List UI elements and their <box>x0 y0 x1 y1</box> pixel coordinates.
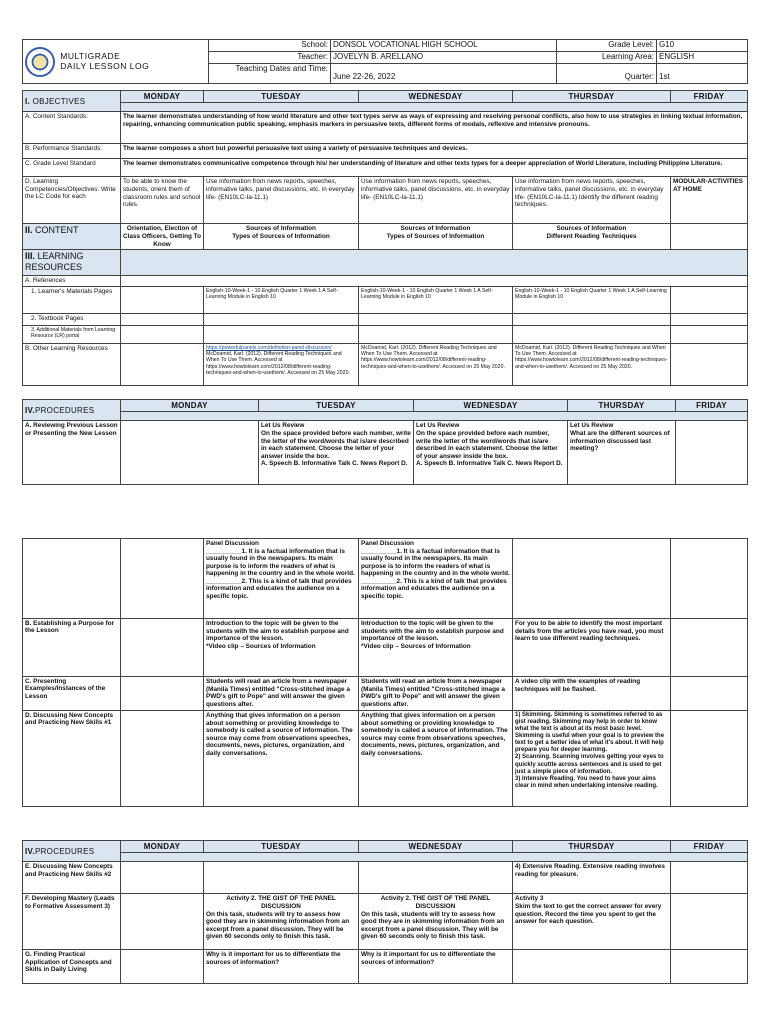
dates-label: Teaching Dates and Time: <box>209 64 331 84</box>
proc2-day-tuesday: TUESDAY <box>204 841 359 853</box>
procedures-table-1 <box>22 399 748 485</box>
proc2-day-friday: FRIDAY <box>671 841 748 853</box>
review-thursday: Let Us Review What are the different sources of information discussed last meeting? <box>568 421 676 485</box>
day-friday: FRIDAY <box>671 91 748 103</box>
day-monday: MONDAY <box>121 91 204 103</box>
lc-thursday: Use information from news reports, speeches, informative talks, panel discussions, etc. in everyday life- (EN10LC-Ia-11.1) Identify the different reading techniques. <box>513 177 671 224</box>
content-thursday: Sources of Information Different Reading Techniques <box>513 224 671 250</box>
header-title-cell <box>23 40 209 84</box>
content-standards-label: A. Content Standards: <box>23 112 121 144</box>
content-wednesday: Sources of Information Types of Sources of Information <box>359 224 513 250</box>
procedures-table-2 <box>22 538 748 807</box>
mastery-thursday: Activity 3 Skim the text to get the correct answer for every question. Record the time you spent to get the answer for each question. <box>513 894 671 950</box>
quarter-value: 1st <box>657 64 748 84</box>
day-thursday: THURSDAY <box>513 91 671 103</box>
grade-label: Grade Level: <box>557 40 657 52</box>
presenting-label: C. Presenting Examples/Instances of the Lesson <box>23 677 121 711</box>
learning-resources-heading: III. LEARNING RESOURCES <box>23 250 121 276</box>
dates-value: June 22-26, 2022 <box>331 64 557 84</box>
teacher-value: JOVELYN B. ARELLANO <box>331 52 557 64</box>
discussing-2-thursday: 4) Extensive Reading. Extensive reading involves reading for pleasure. <box>513 862 671 894</box>
lc-monday: To be able to know the students, orient them of classroom rules and school rules. <box>121 177 204 224</box>
content-tuesday: Sources of Information Types of Sources of Information <box>204 224 359 250</box>
title-line1: MULTIGRADE <box>60 51 121 62</box>
learners-materials-label: 1. Learner's Materials Pages <box>23 286 121 313</box>
presenting-thursday: A video clip with the examples of reading techniques will be flashed. <box>513 677 671 711</box>
reviewing-label: A. Reviewing Previous Lesson or Presenting the New Lesson <box>23 421 121 485</box>
content-monday: Orientation, Election of Class Officers, Getting To Know <box>121 224 204 250</box>
purpose-wednesday: Introduction to the topic will be given to the students with the aim to establish purpose and importance of the lesson. *Video clip – Sources of Information <box>359 619 513 677</box>
grade-value: G10 <box>657 40 748 52</box>
other-tuesday: https://powerfulpanels.com/definition-panel-discussion/ McDoamid, Karl. (2012). Different Reading Techniques and When To Use Them. Accessed at https://www.howtolearn.com/2012/08/different-reading-techniques-and-when-to-usethem/. Accessed on 25 May 2020. <box>204 343 359 385</box>
mastery-wednesday: Activity 2. THE GIST OF THE PANEL DISCUSSION On this task, students will try to assess how good they are in skimming information from an excerpt from a panel discussion. They will be given 60 seconds only to finish this task. <box>359 894 513 950</box>
review-cont-wednesday: Panel Discussion __________1. It is a factual information that is usually found in the newspapers. Its main purpose is to inform the readers of what is happening in the country and in the whole world. __________2. This is a kind of talk that provides information and educates the audience on a specific topic. <box>359 539 513 619</box>
discussing-1-wednesday: Anything that gives information on a person about something or providing knowledge to somebody is called a source of information. The source may come from observations speeches, documents, news, pictures, organization, and daily conversations. <box>359 711 513 807</box>
grade-level-standard-label: C. Grade Level Standard <box>23 159 121 177</box>
other-wednesday: McDoamid, Karl. (2012). Different Reading Techniques and When To Use Them. Accessed at https://www.howtolearn.com/2012/08/different-reading-techniques-and-when-to-usethem/. Accessed on 25 May 2020. <box>359 343 513 385</box>
lm-thursday: English-10-Week-1 - 10 English Quarter 1 Week 1 A Self-Learning Module in English 10 <box>513 286 671 313</box>
lc-tuesday: Use information from news reports, speeches, informative talks, panel discussions, etc. in everyday life- (EN10LC-Ia-11.1) <box>204 177 359 224</box>
title-line2: DAILY LESSON LOG <box>60 60 150 71</box>
references-label: A. References <box>23 276 121 286</box>
deped-seal-icon <box>25 47 55 77</box>
area-value: ENGLISH <box>657 52 748 64</box>
application-wednesday: Why is it important for us to differentiate the sources of information? <box>359 950 513 984</box>
review-tuesday: Let Us Review On the space provided before each number, write the letter of the word/words that is/are described in each statement. Choose the letter of your answer inside the box. A. Speech B. Informative Talk C. News Report D. <box>259 421 414 485</box>
proc2-day-thursday: THURSDAY <box>513 841 671 853</box>
panel-discussion-link[interactable]: https://powerfulpanels.com/definition-panel-discussion/ <box>206 344 332 351</box>
proc-day-tuesday: TUESDAY <box>259 400 414 412</box>
additional-materials-label: 3. Additional Materials from Learning Resource (LR) portal <box>23 325 121 343</box>
header-table <box>22 39 748 84</box>
proc-day-wednesday: WEDNESDAY <box>414 400 568 412</box>
grade-level-standard-value: The learner demonstrates communicative competence through his/ her understanding of literature and other texts types for a deeper appreciation of World Literature, including Philippine Literature. <box>121 159 748 177</box>
application-label: G. Finding Practical Application of Concepts and Skills in Daily Living <box>23 950 121 984</box>
presenting-tuesday: Students will read an article from a newspaper (Manila Times) entitled "Cross-stitched image a PWD's gift to Pope" and will answer the given questions after. <box>204 677 359 711</box>
content-standards-value: The learner demonstrates understanding of how world literature and other text types serve as ways of expressing and resolving personal conflicts, also how to use strategies in linking textual information, repairing, enhancing communication public speaking, emphasis markers in persuasive texts, different forms of modals, reflexive and intensive pronouns. <box>121 112 748 144</box>
lc-wednesday: Use information from news reports, speeches, informative talks, panel discussions, etc. in everyday life- (EN10LC-Ia-11.1) <box>359 177 513 224</box>
other-resources-label: B. Other Learning Resources <box>23 343 121 385</box>
performance-standards-label: B. Performance Standards: <box>23 144 121 159</box>
purpose-thursday: For you to be able to identify the most important details from the articles you have read, you must learn to use different reading techniques. <box>513 619 671 677</box>
proc-day-thursday: THURSDAY <box>568 400 676 412</box>
mastery-label: F. Developing Mastery (Leads to Formative Assessment 3) <box>23 894 121 950</box>
proc2-day-monday: MONDAY <box>121 841 204 853</box>
discussing-1-thursday: 1) Skimming. Skimming is sometimes referred to as gist reading. Skimming may help in order to know what the text is about at its most basic level. Skimming is useful when your goal is to preview the text to get a better idea of what it's about. It will help prepare you for deeper learning. 2) Scanning. Scanning involves getting your eyes to quickly scuttle across sentences and is used to get just a simple piece of information. 3) Intensive Reading. You need to have your aims clear in mind when undertaking intensive reading. <box>513 711 671 807</box>
objectives-heading: I. OBJECTIVES <box>23 91 121 112</box>
other-thursday: McDoamid, Karl. (2012). Different Reading Techniques and When To Use Them. Accessed at https://www.howtolearn.com/2012/08/different-reading-techniques-and-when-to-usethem/. Accessed on 25 May 2020. <box>513 343 671 385</box>
school-label: School: <box>209 40 331 52</box>
presenting-wednesday: Students will read an article from a newspaper (Manila Times) entitled "Cross-stitched image a PWD's gift to Pope" and will answer the given questions after. <box>359 677 513 711</box>
content-heading: II. CONTENT <box>23 224 121 250</box>
procedures-table-3 <box>22 840 748 984</box>
performance-standards-value: The learner composes a short but powerful persuasive text using a variety of persuasive techniques and devices. <box>121 144 748 159</box>
area-label: Learning Area: <box>557 52 657 64</box>
lc-friday: MODULAR-ACTIVITIES AT HOME <box>671 177 748 224</box>
day-wednesday: WEDNESDAY <box>359 91 513 103</box>
main-table-1 <box>22 90 748 386</box>
discussing-1-label: D. Discussing New Concepts and Practicing New Skills #1 <box>23 711 121 807</box>
application-tuesday: Why is it important for us to differentiate the sources of information? <box>204 950 359 984</box>
lm-tuesday: English-10-Week-1 - 10 English Quarter 1 Week 1 A Self-Learning Module in English 10 <box>204 286 359 313</box>
quarter-label: Quarter: <box>557 64 657 84</box>
procedures-heading-2: IV.PROCEDURES <box>23 841 121 862</box>
day-tuesday: TUESDAY <box>204 91 359 103</box>
purpose-label: B. Establishing a Purpose for the Lesson <box>23 619 121 677</box>
learning-competencies-label: D. Learning Competencies/Objectives: Write the LC Code for each <box>23 177 121 224</box>
school-value: DONSOL VOCATIONAL HIGH SCHOOL <box>331 40 557 52</box>
proc-day-monday: MONDAY <box>121 400 259 412</box>
discussing-2-label: E. Discussing New Concepts and Practicing New Skills #2 <box>23 862 121 894</box>
review-wednesday: Let Us Review On the space provided before each number, write the letter of the word/words that is/are described in each statement. Choose the letter of your answer inside the box. A. Speech B. Informative Talk C. News Report D. <box>414 421 568 485</box>
textbook-pages-label: 2. Textbook Pages <box>23 313 121 325</box>
mastery-tuesday: Activity 2. THE GIST OF THE PANEL DISCUSSION On this task, students will try to assess how good they are in skimming information from an excerpt from a panel discussion. They will be given 60 seconds only to finish this task. <box>204 894 359 950</box>
discussing-1-tuesday: Anything that gives information on a person about something or providing knowledge to somebody is called a source of information. The source may come from observations speeches, documents, news, pictures, organization, and daily conversations. <box>204 711 359 807</box>
lm-wednesday: English-10-Week-1 - 10 English Quarter 1 Week 1 A Self-Learning Module in English 10 <box>359 286 513 313</box>
proc2-day-wednesday: WEDNESDAY <box>359 841 513 853</box>
teacher-label: Teacher: <box>209 52 331 64</box>
proc-day-friday: FRIDAY <box>676 400 748 412</box>
procedures-heading-1: IV.PROCEDURES <box>23 400 121 421</box>
review-cont-tuesday: Panel Discussion __________1. It is a factual information that is usually found in the newspapers. Its main purpose is to inform the readers of what is happening in the country and in the whole world. __________2. This is a kind of talk that provides information and educates the audience on a specific topic. <box>204 539 359 619</box>
purpose-tuesday: Introduction to the topic will be given to the students with the aim to establish purpose and importance of the lesson. *Video clip – Sources of Information <box>204 619 359 677</box>
